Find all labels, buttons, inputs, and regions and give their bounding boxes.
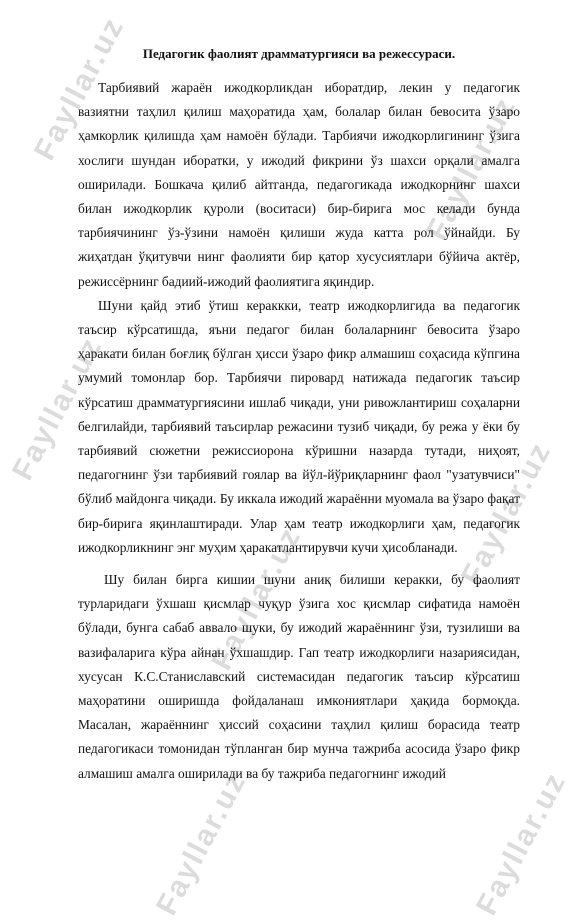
watermark-top-left: Fayllar.uz bbox=[28, 11, 131, 166]
watermark-top-right: Fayllar.uz bbox=[420, 91, 523, 246]
watermark-middle-right: Fayllar.uz bbox=[455, 436, 558, 591]
watermark-bottom-right: Fayllar.uz bbox=[470, 766, 573, 921]
watermark-bottom-left: Fayllar.uz bbox=[150, 766, 253, 921]
paragraph-1: Тарбиявий жараён ижодкорликдан иборатдир, лекин у педагогик вазиятни таҳлил қилиш маҳоратида ҳам, болалар билан бевосита ўзаро ҳамкорлик қилишда ҳам намоён бўлади. Тарбиячи ижодкорлигининг ўзига хослиги шундан иборатки, у ижодий фикрини ўз шахси орқали амалга оширилади. Бошкача қилиб айтганда, педагогикада ижодкорнинг шахси билан ижодкорлик қуроли (воситаси) бир-бирига мос келади бунда тарбиячининг ўз-ўзини намоён қилиши жуда катта рол ўйнайди. Бу жиҳатдан ўқитувчи нинг фаолияти бир қатор хусусиятлари бўйича актёр, режиссёрнинг бадиий-ижодий фаолиятига яқиндир. bbox=[78, 80, 520, 289]
watermark-middle-left: Fayllar.uz bbox=[6, 331, 109, 486]
document-title: Педагогик фаолият драмматургияси ва режессураси. bbox=[142, 46, 456, 61]
paragraph-2: Шуни қайд этиб ўтиш кераккки, театр ижодкорлигида ва педагогик таъсир кўрсатишда, яъни педагог билан болаларнинг бевосита ўзаро ҳаракати билан боғлиқ бўлган ҳисси ўзаро фикр алмашиш соҳасида кўпгина умумий томонлар бор. Тарбиячи пировард натижада педагогик таъсир кўрсатиш драмматургиясини ишлаб чиқади, уни ривожлантириш соҳаларни белгилайди, тарбиявий таъсирлар режасини тузиб чиқади, бу режа у ёки бу тарбиявий сюжетни режиссиорона кўришни назарда тутади, ниҳоят, педагогнинг ўзи тарбиявий гоялар ва йўл-йўриқларнинг фаол "узатувчиси" бўлиб майдонга чиқади. Бу иккала ижодий жараённи муомала ва ўзаро фақат бир-бирига яқинлаштиради. Улар ҳам театр ижодкорлиги ҳам, педагогик ижодкорликнинг энг муҳим ҳаракатлантирувчи кучи ҳисобланади. bbox=[78, 297, 520, 555]
document-body bbox=[78, 46, 520, 786]
paragraph-3: Шу билан бирга кишии шуни аниқ билиши керакки, бу фаолият турларидаги ўхшаш қисмлар чуқур ўзига хос қисмлар сифатида намоён бўлади, бунга сабаб аввало шуки, бу ижодий жараённинг ўзи, тузилиши ва вазифаларига кўра айнан ўхшашдир. Гап театр ижодкорлиги назариясидан, хусусан К.С.Станиславский системасидан педагогик таъсир кўрсатиш маҳоратини оширишда фойдаланаш имкониятлари ҳақида бормоқда. Масалан, жараённинг ҳиссий соҳасини таҳлил қилиш борасида театр педагогикаси томонидан тўпланган бир мунча тажриба асосида ўзаро фикр алмашиш амалга оширилади ва бу тажриба педагогнинг ижодий bbox=[78, 572, 520, 781]
watermark-center: Fayllar.uz bbox=[205, 521, 308, 676]
